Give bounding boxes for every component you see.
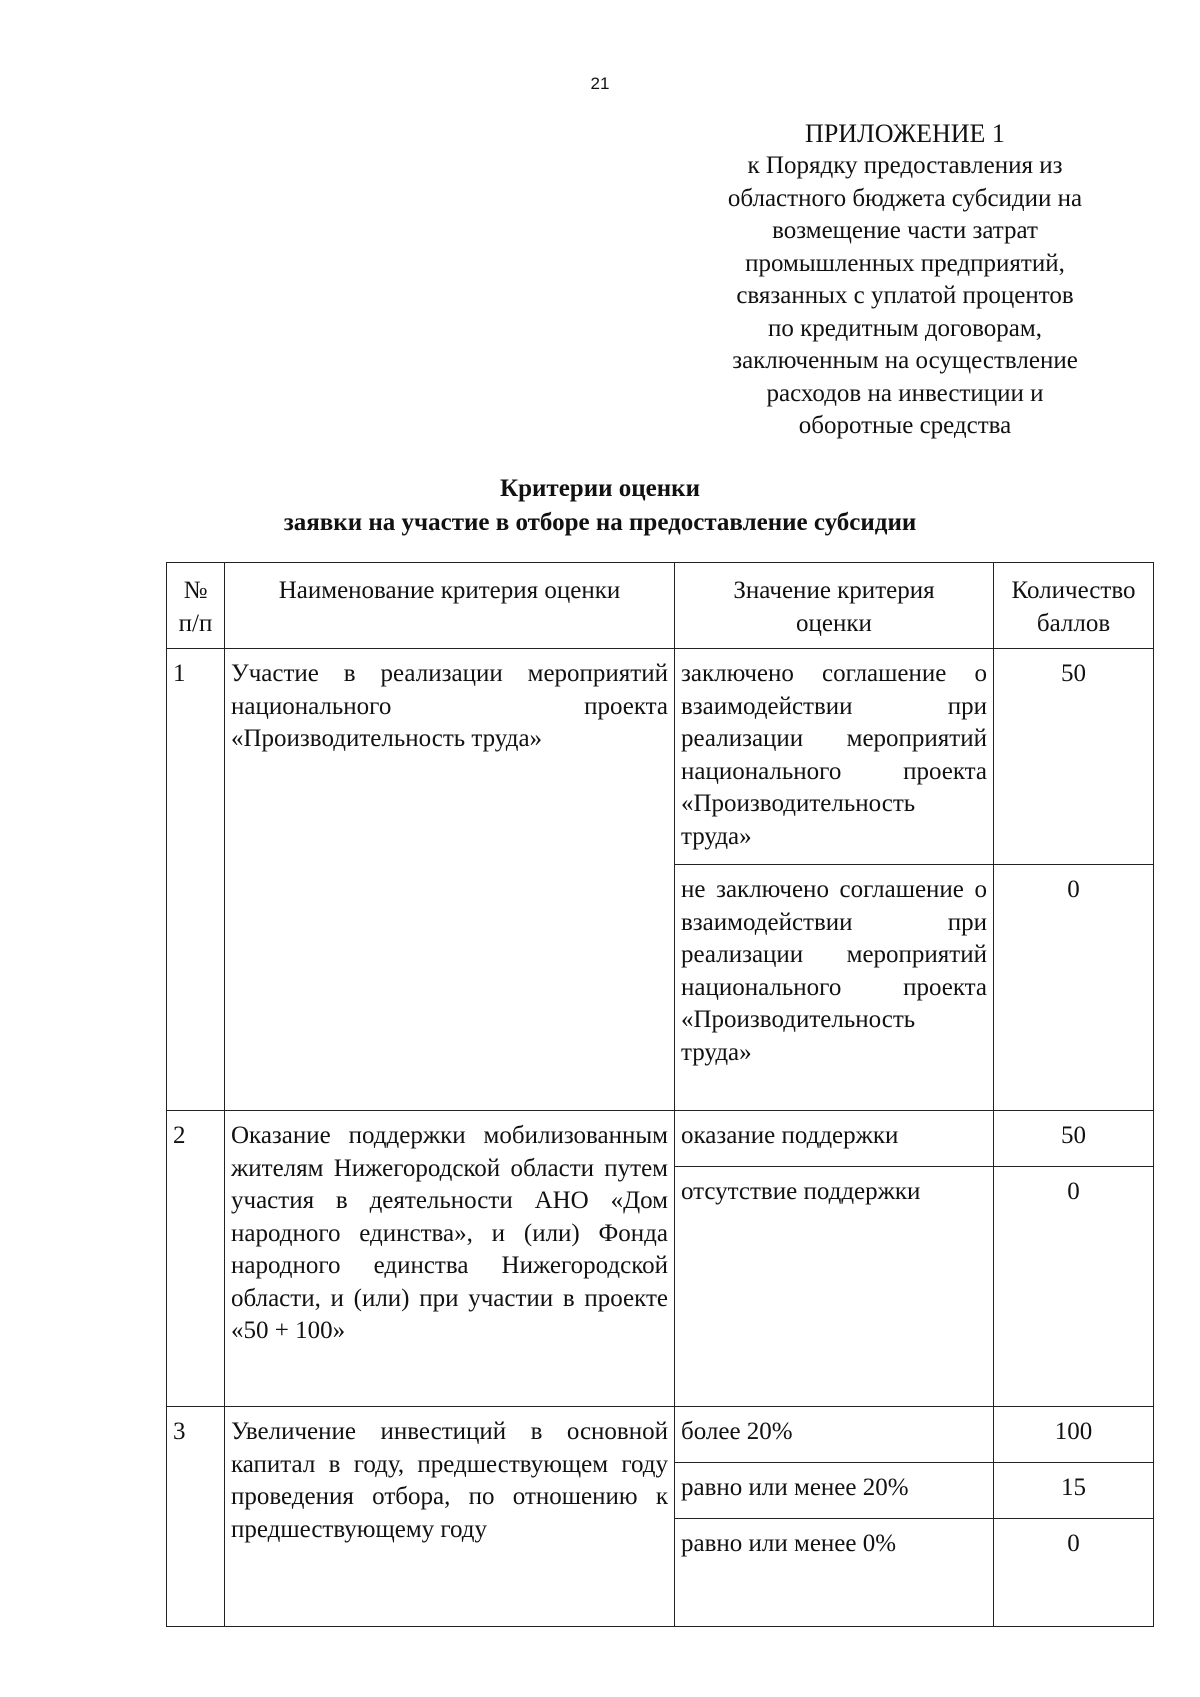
header-number-line-2: п/п <box>178 609 213 637</box>
criteria-table <box>166 562 1154 1627</box>
header-criterion-value-line-2: оценки <box>796 609 872 637</box>
appendix-line: связанных с уплатой процентов <box>736 282 1074 309</box>
page-number: 21 <box>590 74 610 93</box>
criterion-value: оказание поддержки <box>675 1111 994 1167</box>
criterion-number: 2 <box>167 1111 225 1407</box>
criterion-score: 0 <box>994 865 1154 1111</box>
criterion-number: 1 <box>167 649 225 1111</box>
document-title-line-2: заявки на участие в отборе на предоставление субсидии <box>283 509 917 536</box>
header-number-line-1: № <box>183 577 208 604</box>
appendix-line: оборотные средства <box>798 412 1012 439</box>
header-score-line-1: Количество <box>1011 577 1136 604</box>
header-criterion-name-text: Наименование критерия оценки <box>278 577 621 604</box>
appendix-line: возмещение части затрат <box>772 217 1038 244</box>
table-header-row <box>167 563 1154 649</box>
header-criterion-value <box>675 563 994 649</box>
criterion-value: более 20% <box>675 1407 994 1463</box>
appendix-line: по кредитным договорам, <box>768 314 1042 342</box>
header-score-line-2: баллов <box>1036 609 1111 637</box>
document-title <box>0 472 1200 540</box>
criterion-value: отсутствие поддержки <box>675 1167 994 1407</box>
criterion-score: 100 <box>994 1407 1154 1463</box>
appendix-title: ПРИЛОЖЕНИЕ 1 <box>805 119 1005 148</box>
criterion-value: заключено соглашение о взаимодействии при реализации мероприятий национального проекта «Производительность труда» <box>675 649 994 865</box>
criterion-name: Увеличение инвестиций в основной капитал в году, предшествующем году проведения отбора, по отношению к предшествующему году <box>225 1407 675 1627</box>
header-score <box>994 563 1154 649</box>
criterion-score: 15 <box>994 1463 1154 1519</box>
criterion-score: 0 <box>994 1167 1154 1407</box>
header-number <box>167 563 225 649</box>
criterion-score: 0 <box>994 1519 1154 1627</box>
criterion-number: 3 <box>167 1407 225 1627</box>
appendix-line: областного бюджета субсидии на <box>727 184 1083 212</box>
criterion-score: 50 <box>994 649 1154 865</box>
appendix-line: промышленных предприятий, <box>745 249 1065 277</box>
criterion-value: равно или менее 0% <box>675 1519 994 1627</box>
appendix-line: расходов на инвестиции и <box>766 379 1044 407</box>
document-title-line-1: Критерии оценки <box>500 475 700 502</box>
criterion-value: не заключено соглашение о взаимодействии при реализации мероприятий национального проекта «Производительность труда» <box>675 865 994 1111</box>
table-row <box>167 1111 1154 1167</box>
criterion-name: Участие в реализации мероприятий национального проекта «Производительность труда» <box>225 649 675 1111</box>
header-criterion-value-line-1: Значение критерия <box>733 577 935 604</box>
criterion-name: Оказание поддержки мобилизованным жителям Нижегородской области путем участия в деятельности АНО «Дом народного единства», и (или) Фонда народного единства Нижегородской области, и (или) при участии в проекте «50 + 100» <box>225 1111 675 1407</box>
appendix-line: заключенным на осуществление <box>732 347 1078 374</box>
criterion-score: 50 <box>994 1111 1154 1167</box>
header-criterion-name <box>225 563 675 649</box>
appendix-block <box>690 118 1120 443</box>
table-row <box>167 1407 1154 1463</box>
table-row <box>167 649 1154 865</box>
appendix-line: к Порядку предоставления из <box>747 152 1063 179</box>
criterion-value: равно или менее 20% <box>675 1463 994 1519</box>
